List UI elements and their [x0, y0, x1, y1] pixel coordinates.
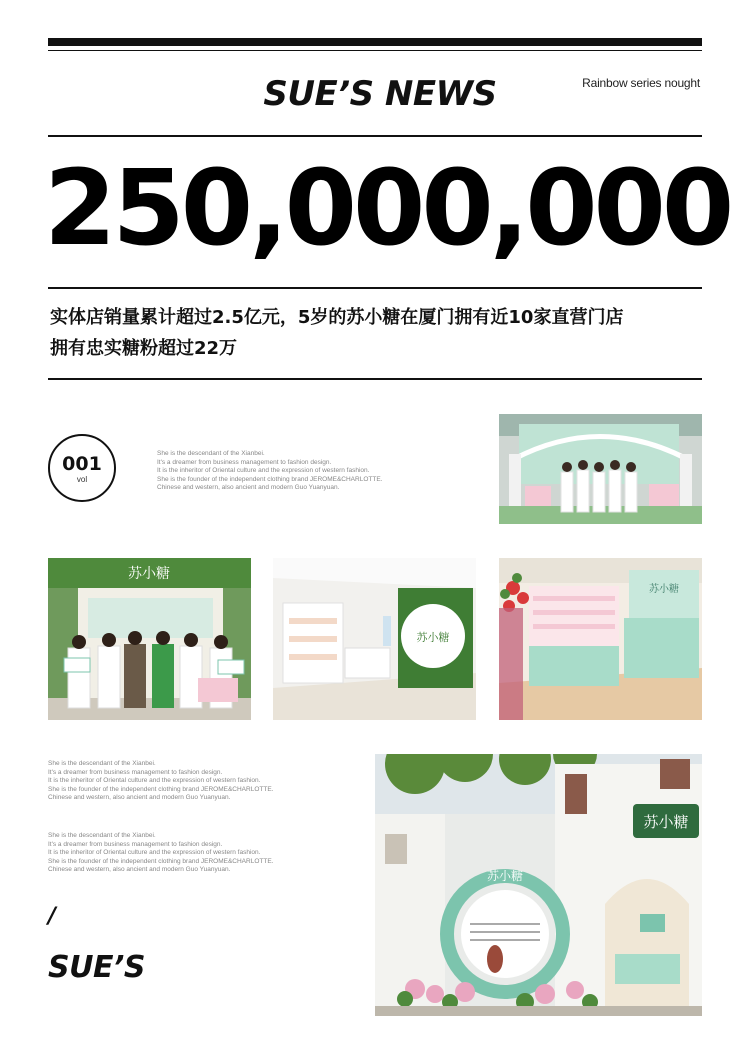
photo-store-booth [499, 414, 702, 524]
series-label: Rainbow series nought [582, 76, 700, 90]
headline-divider [48, 378, 702, 380]
storefront-sign: 苏小糖 [128, 566, 170, 582]
blurb-line: It's a dreamer from business management to fashion design. [157, 458, 332, 466]
headline [50, 302, 710, 364]
page-title: SUE’S NEWS [263, 74, 497, 114]
blurb-line: It is the inheritor of Oriental culture and the expression of western fashion. [48, 777, 261, 785]
title-divider [48, 135, 702, 137]
blurb-block-1 [157, 450, 382, 493]
blurb-line: It's a dreamer from business management to fashion design. [48, 840, 223, 848]
photo-storefront-team [48, 558, 251, 720]
blurb-line: It is the inheritor of Oriental culture and the expression of western fashion. [48, 849, 261, 857]
photo-interior-mint [499, 558, 702, 720]
headline-line-1: 实体店销量累计超过2.5亿元，5岁的苏小糖在厦门拥有近10家直营门店 [50, 307, 624, 328]
footer-slash: / [48, 904, 57, 929]
big-number: 250,000,000 [44, 147, 731, 269]
mint-sign: 苏小糖 [649, 584, 679, 595]
blurb-line: She is the descendant of the Xianbei. [48, 832, 156, 839]
top-thick-rule [48, 38, 702, 46]
photo-interior-white [273, 558, 476, 720]
footer-brand: SUE’S [48, 950, 145, 985]
blurb-line: She is the founder of the independent clothing brand JEROME&CHARLOTTE. [48, 857, 274, 865]
top-thin-rule [48, 50, 702, 51]
blurb-block-2 [48, 760, 273, 803]
headline-line-2: 拥有忠实糖粉超过22万 [50, 338, 238, 359]
blurb-line: She is the founder of the independent clothing brand JEROME&CHARLOTTE. [157, 475, 383, 483]
blurb-line: She is the descendant of the Xianbei. [48, 760, 156, 767]
blurb-line: Chinese and western, also ancient and modern Guo Yuanyuan. [157, 484, 340, 492]
volume-number: 001 [62, 453, 102, 475]
blurb-line: It is the inheritor of Oriental culture and the expression of western fashion. [157, 467, 370, 475]
volume-label: vol [76, 475, 88, 484]
photo-street-storefront [375, 754, 702, 1016]
blurb-block-3 [48, 832, 273, 875]
store-sign: 苏小糖 [643, 813, 689, 831]
interior-sign: 苏小糖 [416, 631, 450, 644]
blurb-line: It's a dreamer from business management to fashion design. [48, 768, 223, 776]
blurb-line: She is the descendant of the Xianbei. [157, 450, 265, 457]
blurb-line: She is the founder of the independent clothing brand JEROME&CHARLOTTE. [48, 785, 274, 793]
blurb-line: Chinese and western, also ancient and modern Guo Yuanyuan. [48, 866, 231, 874]
number-divider [48, 287, 702, 289]
volume-badge [48, 434, 116, 502]
ring-sign: 苏小糖 [486, 869, 524, 883]
blurb-line: Chinese and western, also ancient and modern Guo Yuanyuan. [48, 794, 231, 802]
